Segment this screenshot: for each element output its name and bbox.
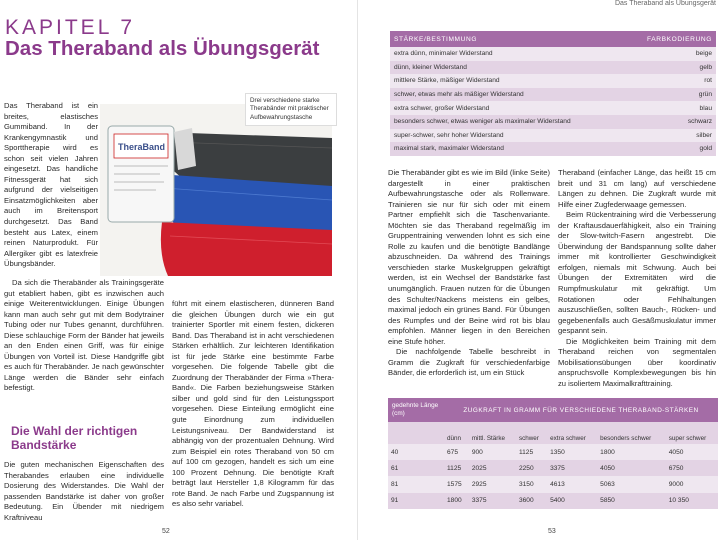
table-cell: 1125 — [516, 444, 547, 460]
table-cell: 1125 — [444, 460, 469, 476]
column-two-text: führt mit einem elastischeren, dünneren Band die gleichen Übungen durch wie ein gut trainierter Sportler mit einem festen, dickeren Band. Das Theraband ist in acht verschiedenen Stärken erhältlich. Zur leichteren Identifikation ist für jede Stärke eine bestimmte Farbe vorgesehen. Die folgende Tabelle gibt die Zuordnung der Therabänder der Firma »Thera-Band«. Die Farben beziehungsweise Stärken silber und gold sind für den Leistungssport vorgesehen. Diese Einteilung ermöglicht eine gute Einordnung zum individuellen Leistungsniveau. Der Bandwiderstand ist abhängig von der prozentualen Dehnung. Wird zum Beispiel ein rotes Theraband von 50 cm auf 100 cm gezogen, handelt es sich um eine 100 Prozent Dehnung. Die benötigte Kraft beträgt laut Hersteller 1,8 Kilogramm für das rote Band. Je nach Farbe und Zugspannung ist es also sehr variabel. — [172, 299, 334, 509]
table-row — [390, 101, 716, 115]
table-cell: schwarz — [624, 115, 716, 129]
theraband-illustration — [100, 104, 332, 276]
table-cell: 4613 — [547, 476, 597, 492]
table-cell: 1575 — [444, 476, 469, 492]
table-row — [388, 460, 718, 476]
column-three-text: Die Therabänder gibt es wie im Bild (linke Seite) dargestellt in einer praktischen Aufbewahrungstasche oder als Rollenware. Trainieren sie nur für sich oder mit einem Partner empfiehlt sich die Taschenvariante. Möchten sie das Theraband regelmäßig im Gruppentraining verwenden lohnt es sich eine Rolle zu kaufen und die benötigte Bandlänge abzuschneiden. Da während des Trainings verschieden starke Muskelgruppen gekräftigt werden, ist ein Wechsel der Bandstärke fast unumgänglich. Frauen nutzen für die Übungen des Schulter/Nackens meistens ein gelbes, maximal jedoch ein grünes Band. Für Übungen des Rumpfes und der Beine wird rot bis blau empfohlen. Männer liegen in den Bereichen eine Stufe höher. Die nachfolgende Tabelle beschreibt in Gramm die Zugkraft für verschiedenfarbige Bänder, die erforderlich ist, um ein Stück — [388, 168, 550, 378]
table-cell: mittlere Stärke, mäßiger Widerstand — [390, 74, 624, 88]
page-number-left: 52 — [162, 528, 170, 535]
table-subheader-empty — [388, 422, 444, 444]
table-cell: 81 — [388, 476, 444, 492]
table-subheader: besonders schwer — [597, 422, 666, 444]
table-header-force: ZUGKRAFT IN GRAMM FÜR VERSCHIEDENE THERABAND-STÄRKEN — [444, 398, 718, 422]
table-cell: 3150 — [516, 476, 547, 492]
table-cell: extra dünn, minimaler Widerstand — [390, 47, 624, 61]
table-row — [390, 115, 716, 129]
table-cell: 6750 — [666, 460, 718, 476]
table-cell: beige — [624, 47, 716, 61]
table-cell: 3375 — [469, 493, 516, 509]
section-text: Die guten mechanischen Eigenschaften des Therabandes erlauben eine individuelle Dosierung des Widerstandes. Die Wahl der passenden Bandstärke ist daher von großer Bedeutung. Ein Übender mit niedrigem Kraftniveau — [4, 460, 164, 522]
table-cell: 3375 — [547, 460, 597, 476]
table-cell: gold — [624, 142, 716, 156]
table-row — [388, 493, 718, 509]
table-cell: 5850 — [597, 493, 666, 509]
table-cell: gelb — [624, 61, 716, 75]
body-text-continued: Da sich die Therabänder als Trainingsgeräte gut etabliert haben, gibt es inzwischen auch einige Weiterentwicklungen. Einige Übungen kann man auch sehr gut mit dem Bodytrainer Tubing oder nur Tubes genannt, durchführen. Diese schlauchige Form der Bänder hat jeweils an den Enden einen Griff, was für einige Übungen von Vorteil ist. Diese Handgriffe gibt es auch für Therabänder. Je nach gewünschter Länge werden die Bänder sehr einfach befestigt. — [4, 278, 164, 393]
table-cell: 2925 — [469, 476, 516, 492]
table-cell: 3600 — [516, 493, 547, 509]
table-row — [390, 129, 716, 143]
table-subheader: super schwer — [666, 422, 718, 444]
table-cell: extra schwer, großer Widerstand — [390, 101, 624, 115]
theraband-photo — [100, 104, 332, 276]
table-subheader: dünn — [444, 422, 469, 444]
table-header-length: gedehnte Länge (cm) — [388, 398, 444, 422]
table-cell: 40 — [388, 444, 444, 460]
strength-color-table — [390, 31, 716, 156]
tension-force-table — [388, 398, 718, 509]
table-cell: dünn, kleiner Widerstand — [390, 61, 624, 75]
table-cell: 1800 — [597, 444, 666, 460]
left-page — [0, 0, 358, 540]
section-heading: Die Wahl der richtigen Bandstärke — [11, 424, 138, 452]
table-cell: 4050 — [597, 460, 666, 476]
table-cell: blau — [624, 101, 716, 115]
table-cell: 4050 — [666, 444, 718, 460]
table-row — [388, 476, 718, 492]
table-cell: grün — [624, 88, 716, 102]
table-cell: 1350 — [547, 444, 597, 460]
table-row — [388, 444, 718, 460]
column-four-text: Theraband (einfacher Länge, das heißt 15 cm breit und 31 cm lang) auf verschiedene Längen zu dehnen. Die Zugkraft wurde mit Hilfe einer Zugfederwaage gemessen. Beim Rückentraining wird die Verbesserung der Kraftausdauerfähigkeit, also ein Training der Slow-twitch-Fasern angestrebt. Die Überwindung der Bandspannung sollte daher immer mit kontrollierter Geschwindigkeit erfolgen, niemals mit Schwung. Auch bei Übungen der Extremitäten wird die Rumpfmuskulatur mit gekräftigt. Um Rotationen oder Fehlhaltungen auszuschließen, sollten Bauch-, Rücken- und gegebenenfalls auch Gesäßmuskulatur immer gespannt sein. Die Möglichkeiten beim Training mit dem Theraband reichen von segmentalen Mobilisationsübungen über koordinativ anspruchsvolle Komplexbewegungen bis hin zu isoliertem Maximalkrafttraining. — [558, 168, 716, 388]
intro-text: Das Theraband ist ein breites, elastisches Gummiband. In der Krankengymnastik und Sporttherapie wird es schon seit vielen Jahren eingesetzt. Das handliche Fitnessgerät hat sich aufgrund der vielseitigen Einsatzmöglichkeiten aber auch im Breitensport durchgesetzt. Das Band besteht aus Latex, einem reinen Naturprodukt. Für Allergiker gibt es latexfreie Übungsbänder. — [4, 101, 98, 269]
table-subheader: extra schwer — [547, 422, 597, 444]
table-cell: 2250 — [516, 460, 547, 476]
table-row — [390, 47, 716, 61]
table-cell: super-schwer, sehr hoher Widerstand — [390, 129, 624, 143]
right-page — [362, 0, 720, 540]
page-title: Das Theraband als Übungsgerät — [5, 37, 320, 60]
running-header: Das Theraband als Übungsgerät — [614, 0, 716, 7]
table-cell: 91 — [388, 493, 444, 509]
table-cell: 675 — [444, 444, 469, 460]
table-cell: schwer, etwas mehr als mäßiger Widerstand — [390, 88, 624, 102]
table-row — [390, 142, 716, 156]
table-row — [390, 88, 716, 102]
page-number-right: 53 — [548, 528, 556, 535]
table-cell: rot — [624, 74, 716, 88]
table-cell: 1800 — [444, 493, 469, 509]
table-cell: 10 350 — [666, 493, 718, 509]
table-cell: silber — [624, 129, 716, 143]
table-cell: 5063 — [597, 476, 666, 492]
table-subheader: mittl. Stärke — [469, 422, 516, 444]
table-cell: 61 — [388, 460, 444, 476]
table-cell: 9000 — [666, 476, 718, 492]
chapter-label: KAPITEL 7 — [5, 16, 136, 39]
table-cell: besonders schwer, etwas weniger als maximaler Widerstand — [390, 115, 624, 129]
table-cell: 2025 — [469, 460, 516, 476]
table-subheader: schwer — [516, 422, 547, 444]
table-row — [390, 61, 716, 75]
table-cell: 900 — [469, 444, 516, 460]
photo-caption: Drei verschiedene starke Therabänder mit praktischer Aufbewahrungstasche — [245, 93, 337, 126]
bag-logo: TheraBand — [118, 142, 166, 152]
table-header-strength: STÄRKE/BESTIMMUNG — [390, 31, 624, 47]
table-cell: maximal stark, maximaler Widerstand — [390, 142, 624, 156]
table-row — [390, 74, 716, 88]
table-header-color: FARBKODIERUNG — [624, 31, 716, 47]
table-cell: 5400 — [547, 493, 597, 509]
